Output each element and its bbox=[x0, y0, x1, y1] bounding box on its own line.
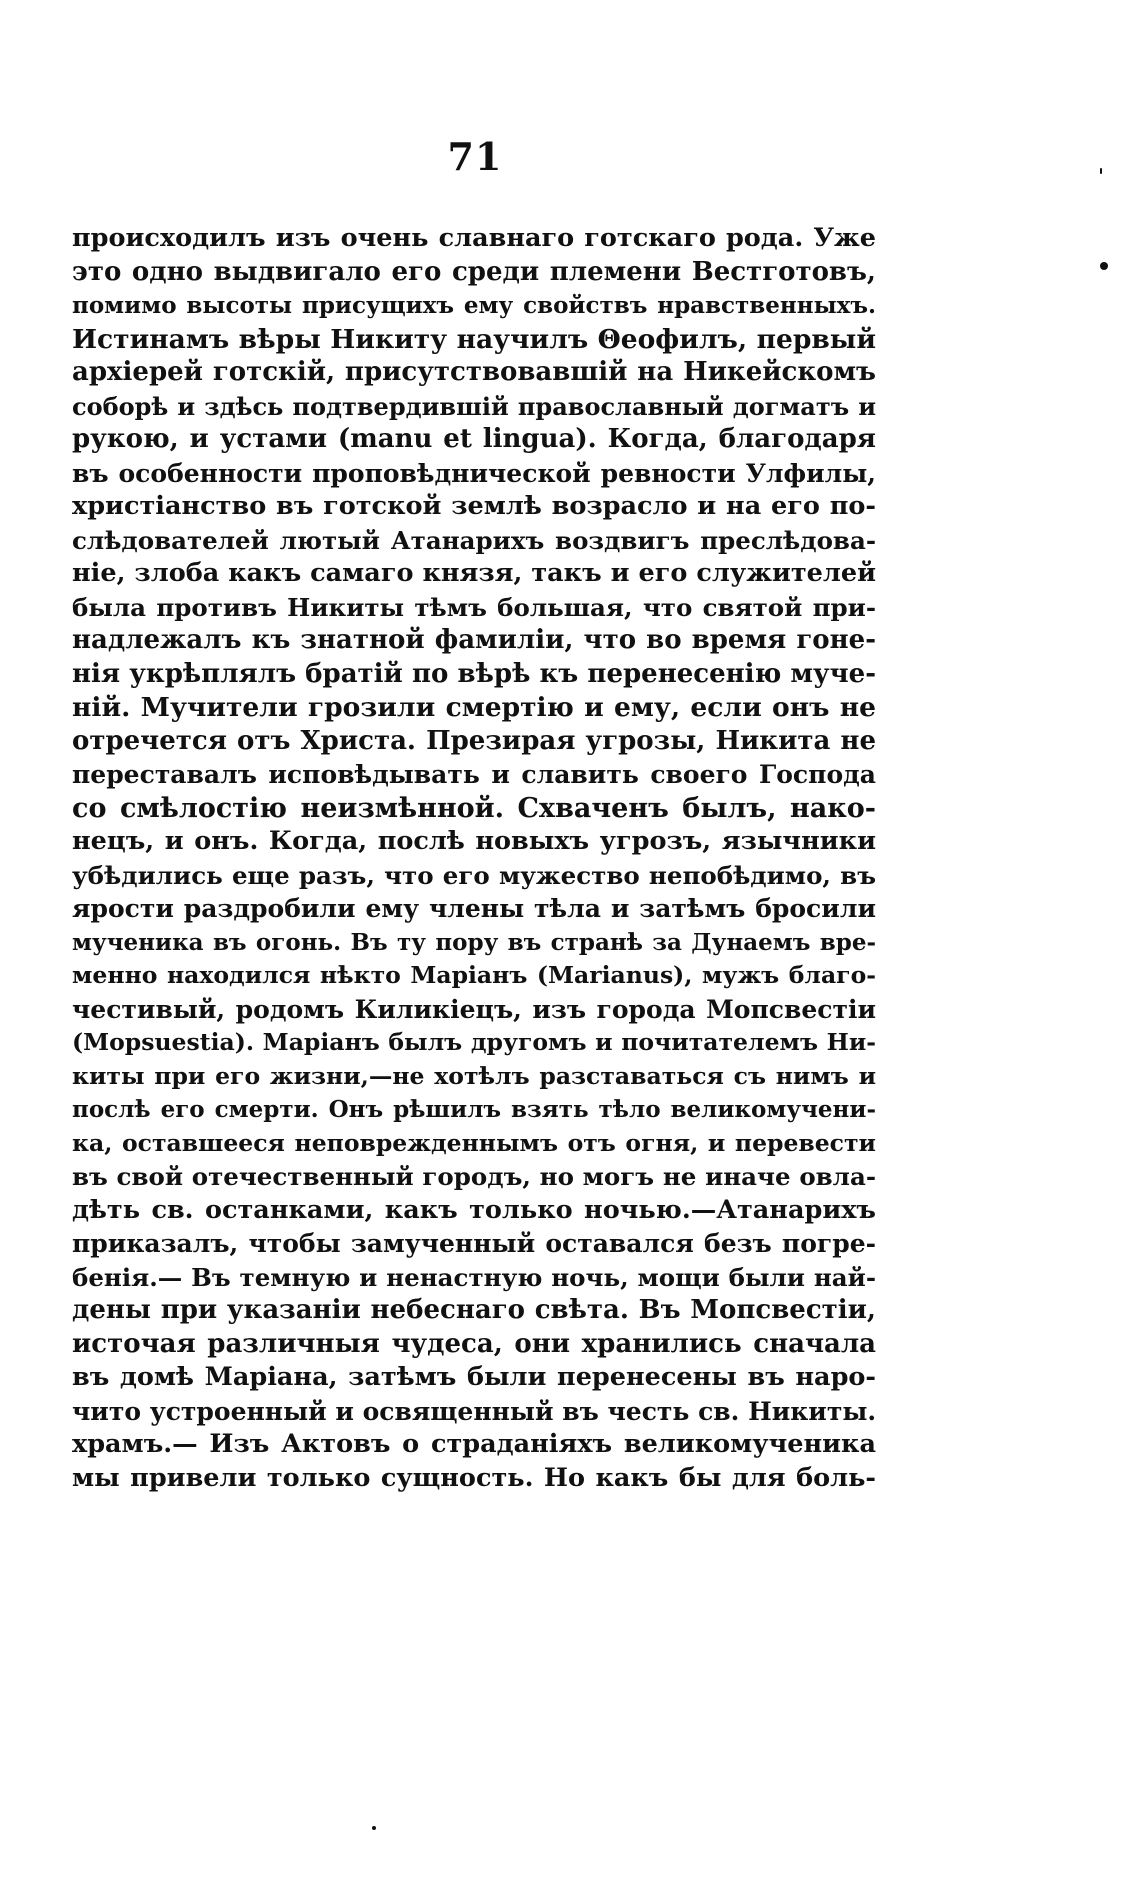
text-line: соборѣ и здѣсь подтвердившій православный догматъ и bbox=[72, 391, 876, 421]
text-line: въ свой отечественный городъ, но могъ не иначе овла- bbox=[72, 1162, 876, 1191]
scan-speck bbox=[372, 1826, 376, 1830]
text-line: Истинамъ вѣры Никиту научилъ Θеофилъ, первый bbox=[72, 323, 876, 355]
text-line: въ домѣ Маріана, затѣмъ были перенесены въ наро- bbox=[72, 1362, 876, 1392]
text-line: киты при его жизни,—не хотѣлъ разставаться съ нимъ и bbox=[72, 1061, 876, 1090]
text-line: послѣ его смерти. Онъ рѣшилъ взять тѣло великомучени- bbox=[72, 1096, 876, 1123]
text-line: убѣдились еще разъ, что его мужество непобѣдимо, въ bbox=[72, 860, 876, 890]
text-line: нія укрѣплялъ братій по вѣрѣ къ перенесенію муче- bbox=[72, 658, 876, 689]
text-line: христіанство въ готской землѣ возрасло и на его по- bbox=[72, 491, 876, 521]
text-line: мы привели только сущность. Но какъ бы для боль- bbox=[72, 1462, 876, 1493]
text-line: въ особенности проповѣднической ревности Улфилы, bbox=[72, 458, 876, 488]
text-line: дѣть св. останками, какъ только ночью.—Атанарихъ bbox=[72, 1194, 876, 1225]
text-line: нецъ, и онъ. Когда, послѣ новыхъ угрозъ, язычники bbox=[72, 826, 876, 856]
text-line: честивый, родомъ Киликіецъ, изъ города Мопсвестіи bbox=[72, 994, 876, 1024]
text-line: надлежалъ къ знатной фамиліи, что во время гоне- bbox=[72, 625, 876, 655]
page-number: 71 bbox=[447, 134, 503, 179]
text-line: храмъ.— Изъ Актовъ о страданіяхъ великомученика bbox=[72, 1429, 876, 1459]
text-line: отречется отъ Христа. Презирая угрозы, Никита не bbox=[72, 725, 876, 756]
text-line: мученика въ огонь. Въ ту пору въ странѣ за Дунаемъ вре- bbox=[72, 928, 876, 956]
text-line: переставалъ исповѣдывать и славить своего Господа bbox=[72, 760, 876, 789]
text-line: менно находился нѣкто Маріанъ (Marianus), мужъ благо- bbox=[72, 961, 876, 989]
text-line: была противъ Никиты тѣмъ большая, что святой при- bbox=[72, 592, 876, 622]
text-line: бенія.— Въ темную и ненастную ночь, мощи были най- bbox=[72, 1262, 876, 1292]
text-line: слѣдователей лютый Атанарихъ воздвигъ преслѣдова- bbox=[72, 525, 876, 555]
text-line: это одно выдвигало его среди племени Вестготовъ, bbox=[72, 256, 876, 287]
text-line: помимо высоты присущихъ ему свойствъ нравственныхъ. bbox=[72, 292, 876, 319]
text-line: дены при указаніи небеснаго свѣта. Въ Мопсвестіи, bbox=[72, 1295, 876, 1325]
text-line: со смѣлостію неизмѣнной. Схваченъ былъ, нако- bbox=[72, 792, 876, 824]
text-line: ніе, злоба какъ самаго князя, такъ и его служителей bbox=[72, 558, 876, 588]
text-line: рукою, и устами (manu et lingua). Когда, благодаря bbox=[72, 424, 876, 454]
scan-speck bbox=[1100, 168, 1102, 174]
body-text bbox=[72, 222, 876, 1495]
scan-speck bbox=[1100, 262, 1108, 270]
text-line: ка, оставшееся неповрежденнымъ отъ огня, и перевести bbox=[72, 1128, 876, 1157]
text-line: приказалъ, чтобы замученный оставался безъ погре- bbox=[72, 1229, 876, 1258]
text-line: происходилъ изъ очень славнаго готскаго рода. Уже bbox=[72, 223, 876, 253]
text-line: (Mopsuestia). Маріанъ былъ другомъ и почитателемъ Ни- bbox=[72, 1028, 876, 1056]
text-line: архіерей готскій, присутствовавшій на Никейскомъ bbox=[72, 357, 876, 387]
text-line: ній. Мучители грозили смертію и ему, если онъ не bbox=[72, 692, 876, 723]
text-line: чито устроенный и освященный въ честь св. Никиты. bbox=[72, 1396, 876, 1426]
text-line: источая различныя чудеса, они хранились сначала bbox=[72, 1328, 876, 1359]
text-line: ярости раздробили ему члены тѣла и затѣмъ бросили bbox=[72, 894, 876, 923]
